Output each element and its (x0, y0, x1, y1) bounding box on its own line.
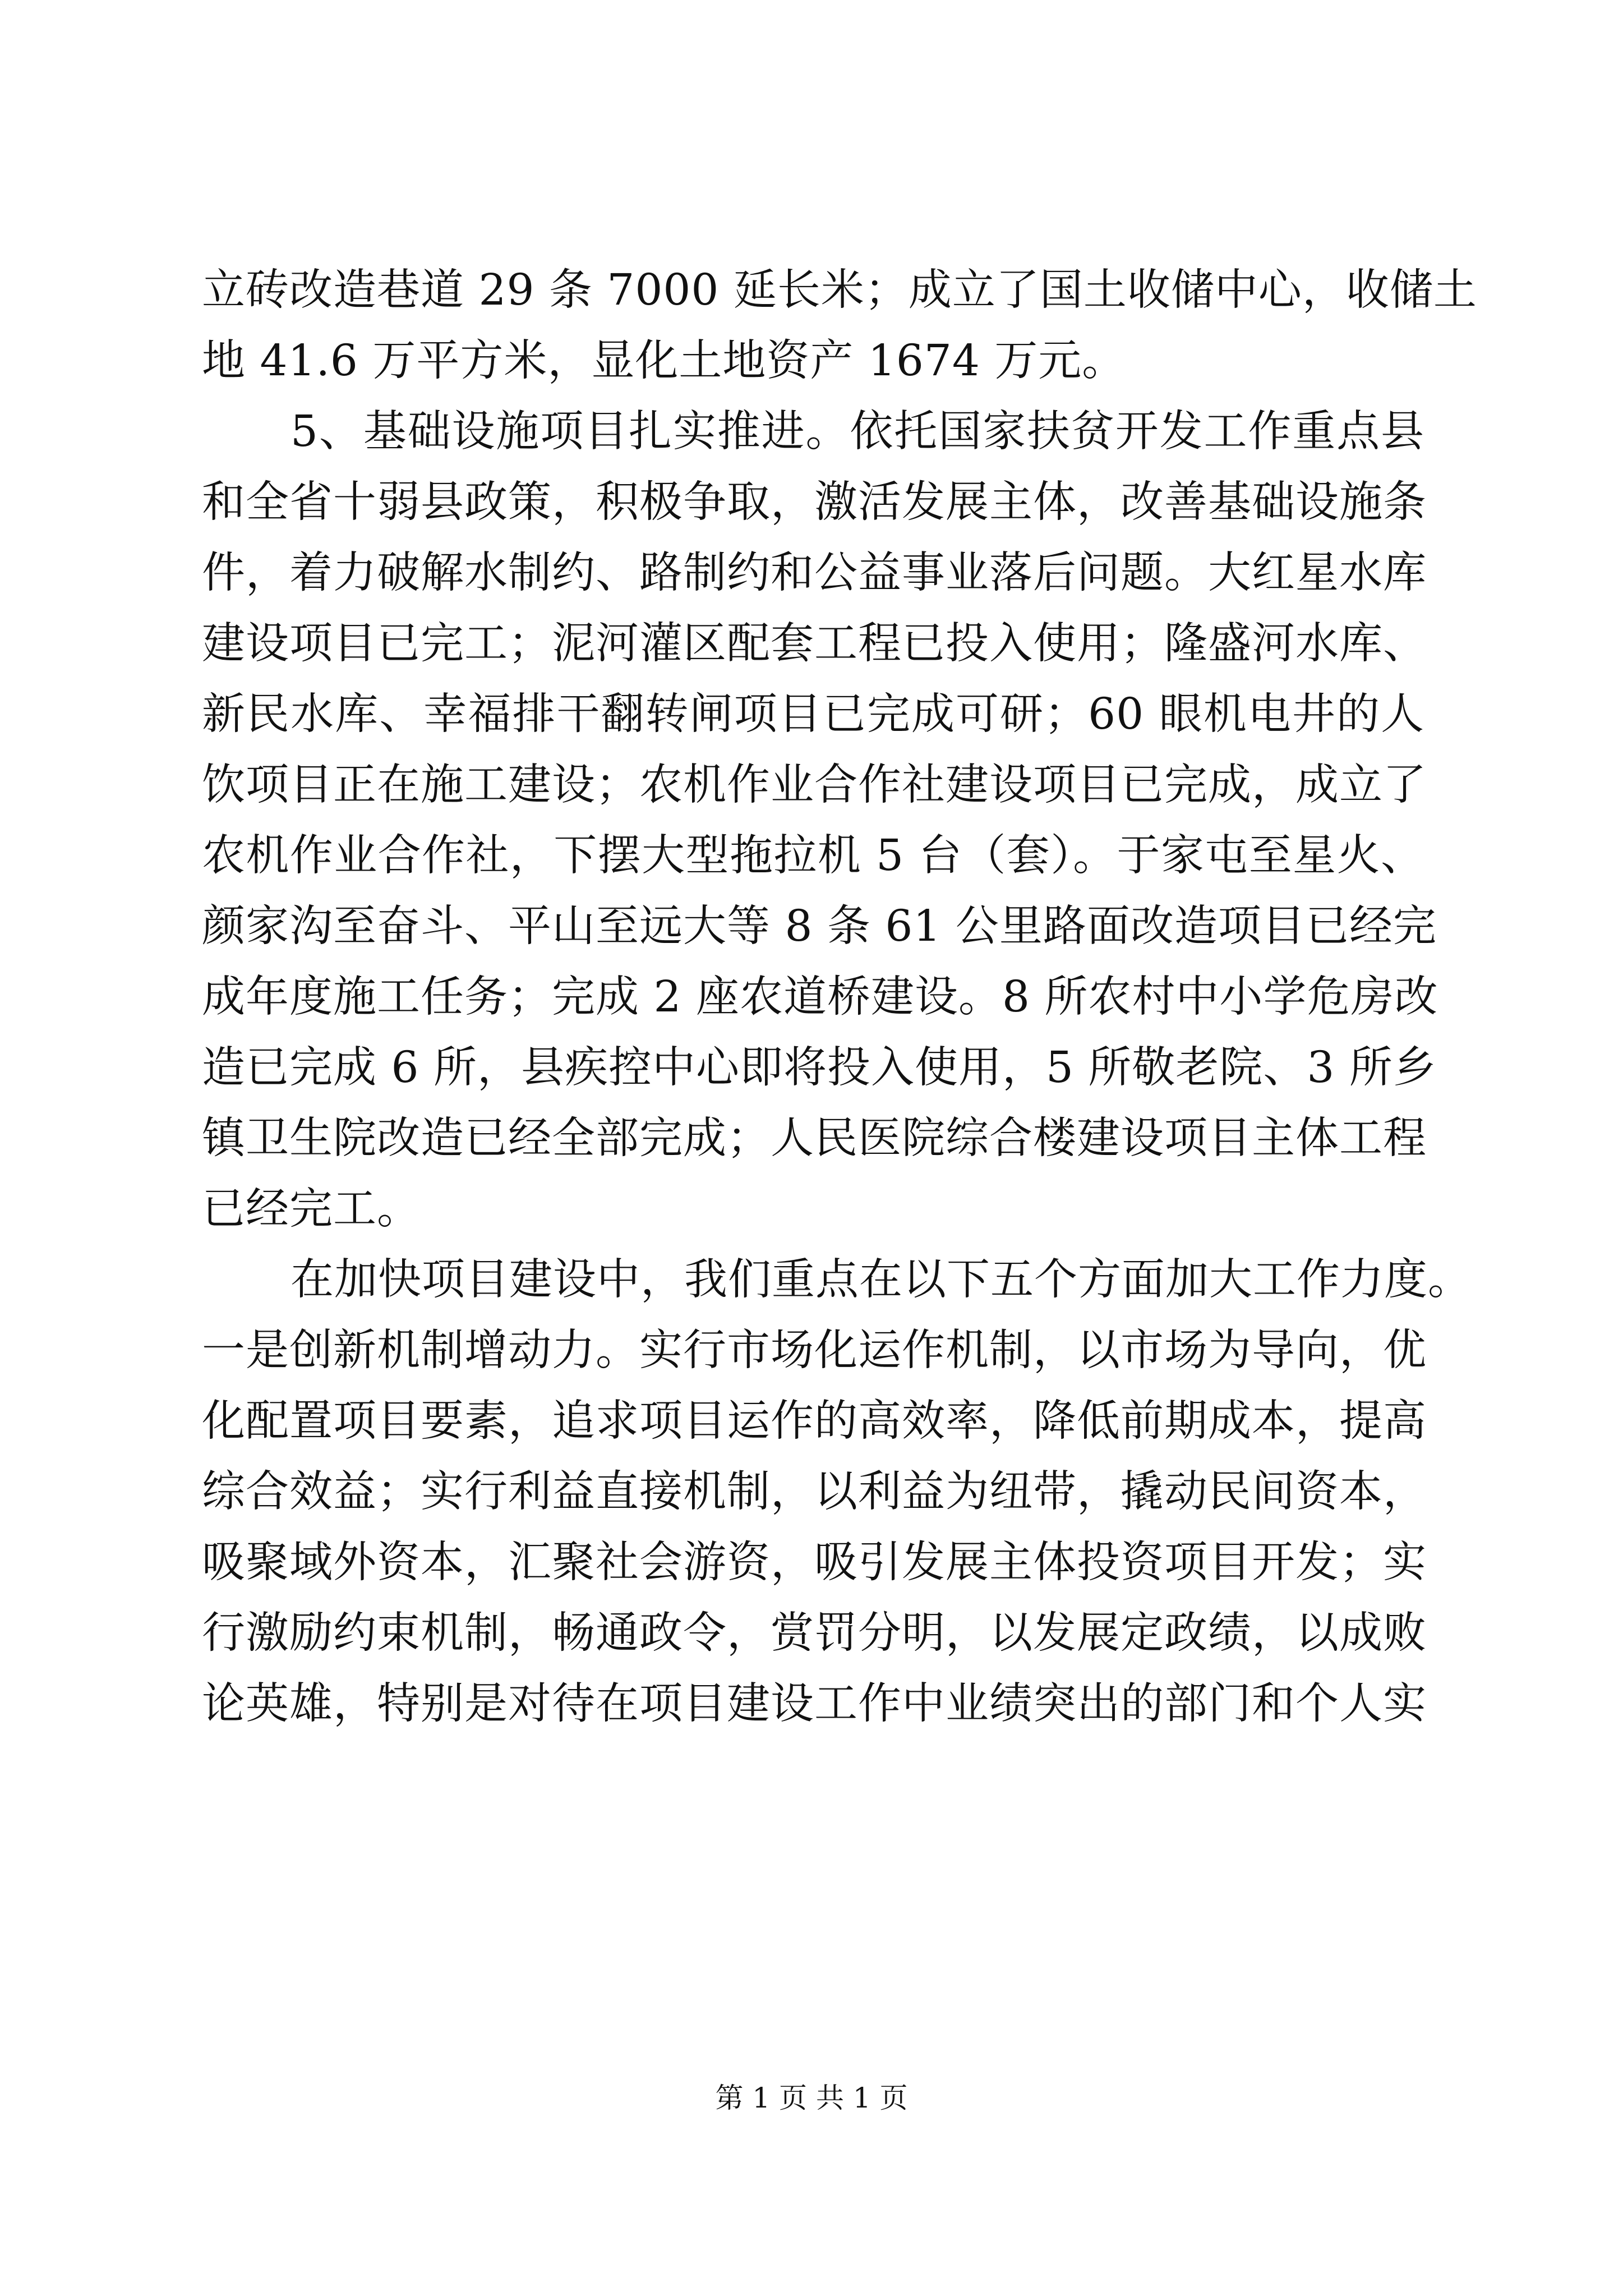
text-line: 综合效益；实行利益直接机制，以利益为纽带，撬动民间资本， (202, 1467, 1427, 1517)
paragraph-2 (202, 397, 1438, 1245)
text-line: 在加快项目建设中，我们重点在以下五个方面加大工作力度。 (291, 1255, 1472, 1305)
text-line: 颜家沟至奋斗、平山至远大等 8 条 61 公里路面改造项目已经完 (202, 901, 1437, 951)
text-line: 和全省十弱县政策，积极争取，激活发展主体，改善基础设施条 (202, 477, 1427, 527)
text-line: 新民水库、幸福排干翻转闸项目已完成可研；60 眼机电井的人 (202, 689, 1424, 739)
paragraph-3 (202, 1245, 1472, 1740)
text-line: 行激励约束机制，畅通政令，赏罚分明，以发展定政绩，以成败 (202, 1608, 1427, 1658)
text-line: 造已完成 6 所，县疾控中心即将投入使用，5 所敬老院、3 所乡 (202, 1043, 1437, 1093)
text-line: 饮项目正在施工建设；农机作业合作社建设项目已完成，成立了 (202, 760, 1427, 810)
text-line: 立砖改造巷道 29 条 7000 延长米；成立了国土收储中心，收储土 (202, 265, 1477, 315)
text-line: 件，着力破解水制约、路制约和公益事业落后问题。大红星水库 (202, 548, 1427, 598)
text-line: 镇卫生院改造已经全部完成；人民医院综合楼建设项目主体工程 (202, 1114, 1427, 1163)
document-body (202, 255, 1477, 1740)
text-line: 已经完工。 (202, 1184, 421, 1234)
page-footer: 第 1 页 共 1 页 (715, 2082, 908, 2114)
text-line: 吸聚域外资本，汇聚社会游资，吸引发展主体投资项目开发；实 (202, 1538, 1427, 1588)
text-line: 5、基础设施项目扎实推进。依托国家扶贫开发工作重点县 (291, 407, 1424, 457)
text-line: 论英雄，特别是对待在项目建设工作中业绩突出的部门和个人实 (202, 1679, 1427, 1729)
paragraph-1 (202, 255, 1477, 397)
text-line: 地 41.6 万平方米，显化土地资产 1674 万元。 (202, 336, 1126, 386)
text-line: 成年度施工任务；完成 2 座农道桥建设。8 所农村中小学危房改 (202, 972, 1438, 1022)
text-line: 化配置项目要素，追求项目运作的高效率，降低前期成本，提高 (202, 1396, 1427, 1446)
text-line: 建设项目已完工；泥河灌区配套工程已投入使用；隆盛河水库、 (202, 619, 1427, 669)
text-line: 农机作业合作社，下摆大型拖拉机 5 台（套）。于家屯至星火、 (202, 831, 1424, 881)
text-line: 一是创新机制增动力。实行市场化运作机制，以市场为导向，优 (202, 1326, 1427, 1375)
